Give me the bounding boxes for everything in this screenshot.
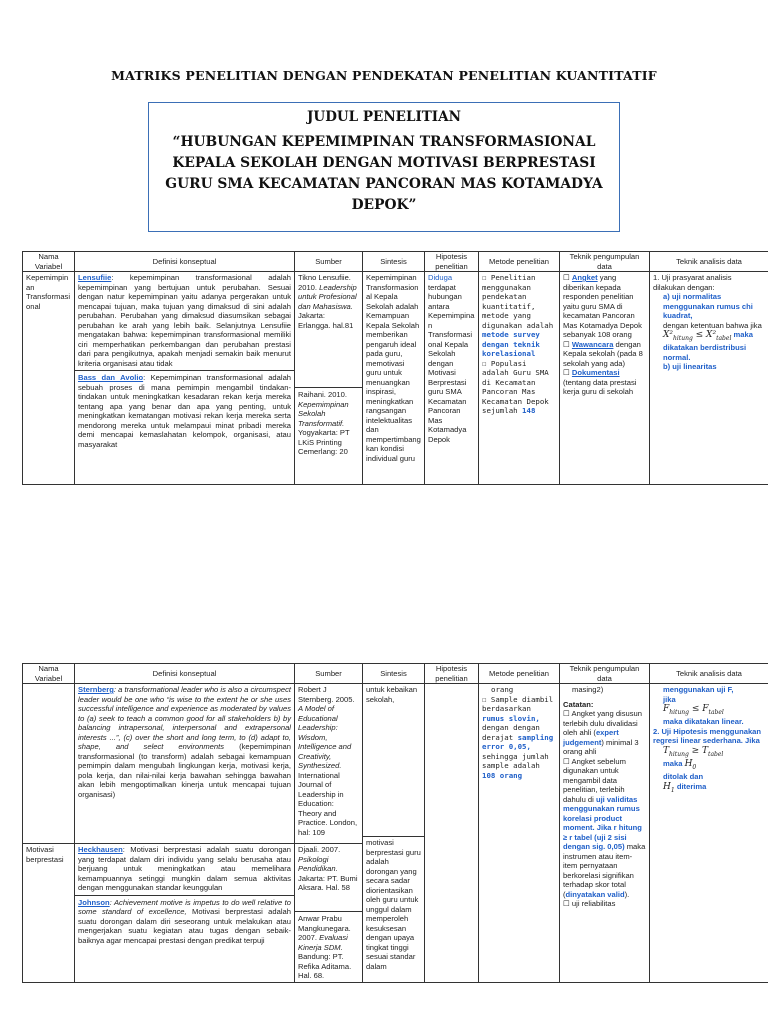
cell-definisi xyxy=(75,684,295,844)
catatan-label: Catatan: xyxy=(563,699,594,709)
metode-item: ☐ Penelitian menggunakan pendekatan kuantitatif, metode yang digunakan adalah metode survey dengan teknik korelasional xyxy=(482,273,556,359)
analisis-jika: jika $F_{hitung} \le F_{tabel}$ xyxy=(663,694,724,716)
teknik-item: masing2) xyxy=(572,685,604,694)
cell-teknik-analisis xyxy=(650,684,768,983)
author-name: Sternberg xyxy=(78,685,114,694)
research-title-box xyxy=(148,102,620,232)
table-row xyxy=(23,272,768,485)
cell-sintesis xyxy=(363,272,425,485)
header-sintesis: Sintesis xyxy=(363,664,425,684)
judul-text: “HUBUNGAN KEPEMIMPINAN TRANSFORMASIONAL KEPALA SEKOLAH DENGAN MOTIVASI BERPRESTASI GURU SMA KECAMATAN PANCORAN MAS KOTAMADYA DEPOK” xyxy=(165,134,603,213)
cell-variabel xyxy=(23,844,75,983)
analisis-step-2: 2. Uji Hipotesis menggunakan regresi linear sederhana. Jika xyxy=(653,726,762,746)
author-name: Lensufiie xyxy=(78,273,112,282)
cell-sintesis xyxy=(363,684,425,983)
cell-variabel xyxy=(23,272,75,485)
table-header-row xyxy=(23,664,768,684)
def-text: (kepemimpinan transformasional (to transform) adalah sebagai kemampuan pemimpin dalam mengubah lingkungan kerja, motivasi kerja, pola kerja, dan nilai-nilai kerja bawahan sehingga bawahan akan lebih mengoptimalkan kinerja untuk mencapai tujuan organisasi) xyxy=(78,742,291,799)
def-text: : Kepemimpinan transformasional adalah sebuah proses di mana pemimpin mengambil tindakan-tindakan untuk meningkatkan kesadaran rekan kerja mereka tentang apa yang benar dan apa yang penting, untuk meningkatkan kematangan motivasi rekan kerja mereka serta mendorong mereka untuk melampaui minat pribadi mereka demi mencapai kemaslahatan kelompok, organisasi, atau masyarakat xyxy=(78,373,292,449)
def-bass-avolio xyxy=(75,370,294,449)
metode-item: ☐ Populasi adalah Guru SMA di Kecamatan Pancoran Mas Kecamatan Depok sejumlah 148 xyxy=(482,359,556,416)
table-row xyxy=(23,684,768,844)
source-1: Tikno Lensufiie. 2010. Leadership untuk Profesional dan Mahasiswa. Jakarta: Erlangga. hal.81 xyxy=(298,273,357,330)
analisis-kriteria: $T_{hitung} \ge T_{tabel}$ maka $H_0$ ditolak dan $H_1$ diterima xyxy=(663,745,724,794)
analisis-linearitas: b) uji linearitas xyxy=(663,362,717,372)
header-teknik-analisis: Teknik analisis data xyxy=(650,252,768,272)
cell-hipotesis xyxy=(425,272,479,485)
matrix-table-2 xyxy=(22,663,768,983)
header-teknik-pengumpulan: Teknik pengumpulan data xyxy=(560,252,650,272)
matrix-table-1 xyxy=(22,251,768,485)
cell-sumber xyxy=(295,272,363,485)
def-lensufiie xyxy=(78,273,291,368)
analisis-normalitas: a) uji normalitas menggunakan rumus chi kuadrat, xyxy=(663,292,753,320)
cell-teknik-pengumpulan xyxy=(560,684,650,983)
header-nama-variabel: Nama Variabel xyxy=(23,252,75,272)
cell-metode xyxy=(479,684,560,983)
judul-heading: JUDUL PENELITIAN xyxy=(307,109,461,125)
metode-item: ☐ Sample diambil berdasarkan rumus slovin, dengan dengan derajat sampling error 0,05, sehingga jumlah sample adalah 108 orang xyxy=(482,695,556,781)
analisis-linearitas: menggunakan uji F, xyxy=(663,685,734,694)
cell-metode xyxy=(479,272,560,485)
header-sumber: Sumber xyxy=(295,252,363,272)
sintesis-text: untuk kebaikan sekolah, xyxy=(366,685,418,704)
cell-variabel xyxy=(23,684,75,844)
sintesis-text: motivasi berprestasi guru adalah dorongan yang secara sadar diorientasikan oleh guru untuk unggul dalam memperoleh kesuksesan dengan upaya tingkat tinggi sesuai standar dalam xyxy=(363,836,424,972)
source-2: Raihani. 2010. Kepemimpinan Sekolah Transformatif. Yogyakarta: PT LKiS Printing Cemerlang: 20 xyxy=(295,387,362,457)
cell-teknik-analisis xyxy=(650,272,768,485)
variabel-label: Motivasi berprestasi xyxy=(26,845,64,864)
header-hipotesis: Hipotesis penelitian xyxy=(425,252,479,272)
source-djaali: Djaali. 2007. Psikologi Pendidikan. Jakarta: PT. Bumi Aksara. Hal. 58 xyxy=(298,845,358,892)
header-metode: Metode penelitian xyxy=(479,664,560,684)
hipotesis-text: terdapat hubungan antara Kepemimpinan Transformasional Kepala Sekolah dengan Motivasi Berprestasi guru SMA Kecamatan Pancoran Mas Kotamadya Depok xyxy=(428,282,475,444)
cell-hipotesis xyxy=(425,684,479,983)
cell-definisi xyxy=(75,844,295,983)
teknik-item: ☐ Angket yang disusun terlebih dulu divalidasi oleh ahli (expert judgement) minimal 3 orang ahli xyxy=(563,709,646,757)
header-teknik-pengumpulan: Teknik pengumpulan data xyxy=(560,664,650,684)
header-metode: Metode penelitian xyxy=(479,252,560,272)
metode-item: orang xyxy=(491,685,514,694)
analisis-ketentuan: dengan ketentuan bahwa jika $X^2_{hitung} \le X^2_{tabel}$ maka dikatakan berdistribusi normal. xyxy=(663,320,762,362)
cell-sumber: Robert J Sternberg. 2005. A Model of Educational Leadership: Wisdom, Intelligence and Creativity, Synthesized. International Journal of Leadership in Education: Theory and Practice. London, hal: 109 xyxy=(295,684,363,844)
analisis-step-1: 1. Uji prasyarat analisis dilakukan dengan: xyxy=(653,273,732,292)
table-header-row xyxy=(23,252,768,272)
def-text: : a transformational leader who is also a circumspect leader would be one who “is wise to the extent he or she uses successful intelligence and experience as moderated by values to (a) seek to teach a common good for all stakeholders b) by balancing intrapersonal, interpersonal and extrapersonal interests ...”, (c) over the short and long term, to (d) adapt to, shape, and select environments xyxy=(78,685,291,751)
teknik-item: ☐ Wawancara dengan Kepala sekolah (pada 8 sekolah yang ada) xyxy=(563,340,646,369)
header-teknik-analisis: Teknik analisis data xyxy=(650,664,768,684)
cell-definisi xyxy=(75,272,295,485)
header-definisi: Definisi konseptual xyxy=(75,664,295,684)
header-nama-variabel: Nama Variabel xyxy=(23,664,75,684)
cell-teknik-pengumpulan xyxy=(560,272,650,485)
teknik-item: ☐ uji reliabilitas xyxy=(563,899,646,909)
def-heckhausen: Heckhausen: Motivasi berprestasi adalah suatu dorongan yang terdapat dalam diri individu yang selalu berusaha atau berjuang untuk meningkatkan atau memelihara kemampuannya setinggi mungkin dalam semua aktivitas dengan menggunakan standar keunggulan xyxy=(78,845,291,892)
hipotesis-keyword: Diduga xyxy=(428,273,453,282)
cell-sumber xyxy=(295,844,363,983)
teknik-item: ☐ Angket yang diberikan kepada responden penelitian yaitu guru SMA di kecamatan Pancoran Mas Kotamadya Depok sebanyak 108 orang xyxy=(563,273,646,340)
header-hipotesis: Hipotesis penelitian xyxy=(425,664,479,684)
sintesis-text: Kepemimpinan Transformasional Kepala Sekolah adalah Kemampuan Kepala Sekolah memberikan pengaruh ideal pada guru, memotivasi guru untuk menuangkan inspirasi, meningkatkan rangsangan intelektualitas dan mempertimbangkan kondisi individual guru xyxy=(366,273,421,463)
def-text: : kepemimpinan transformasional adalah kepemimpinan yang bertujuan untuk perubahan. Sesuai dengan natur kepemimpinan yaitu adanya pergerakan untuk mencapai tujuan, maka tujuan yang dimaksud di sini adalah perubahan. Perubahan yang dimaksud diasumsikan sebagai perubahan ke arah yang lebih baik. Selanjutnya Lensufiie mengatakan bahwa: kepemimpinan transformasional memiliki ciri memperhatikan perkembangan dan perubahan prestasi dari para pengikutnya, apakah menjadi semakin baik menurut kriteria organisasi atau tidak xyxy=(78,273,291,368)
teknik-item: ☐ Angket sebelum digunakan untuk mengambil data penelitian, terlebih dahulu di uji validitas menggunakan rumus korelasi product moment. Jika r hitung ≥ r tabel (uji 2 sisi dengan sig. 0,05) maka instrumen atau item-item pernyataan berkorelasi signifikan terhadap skor total (dinyatakan valid). xyxy=(563,757,646,900)
header-definisi: Definisi konseptual xyxy=(75,252,295,272)
source-anwar: Anwar Prabu Mangkunegara. 2007. Evaluasi Kinerja SDM. Bandung: PT. Refika Aditama. Hal. 68. xyxy=(295,911,362,981)
author-name: Bass dan Avolio xyxy=(78,373,144,382)
analisis-linear: maka dikatakan linear. xyxy=(663,717,744,727)
teknik-item: ☐ Dokumentasi (tentang data prestasi kerja guru di sekolah xyxy=(563,368,646,397)
def-johnson: Johnson: Achievement motive is impetus to do well relative to some standard of excellence, Motivasi berprestasi adalah suatu dorongan dalam diri seseorang untuk melakukan atau mengerjakan suatu kegiatan atau tugas dengan sebaik-baiknya agar mencapai prestasi dengan predikat terpuji xyxy=(75,895,294,946)
header-sintesis: Sintesis xyxy=(363,252,425,272)
variabel-label: Kepemimpinan Transformasional xyxy=(26,273,71,311)
document-title: MATRIKS PENELITIAN DENGAN PENDEKATAN PENELITIAN KUANTITATIF xyxy=(111,68,657,83)
header-sumber: Sumber xyxy=(295,664,363,684)
